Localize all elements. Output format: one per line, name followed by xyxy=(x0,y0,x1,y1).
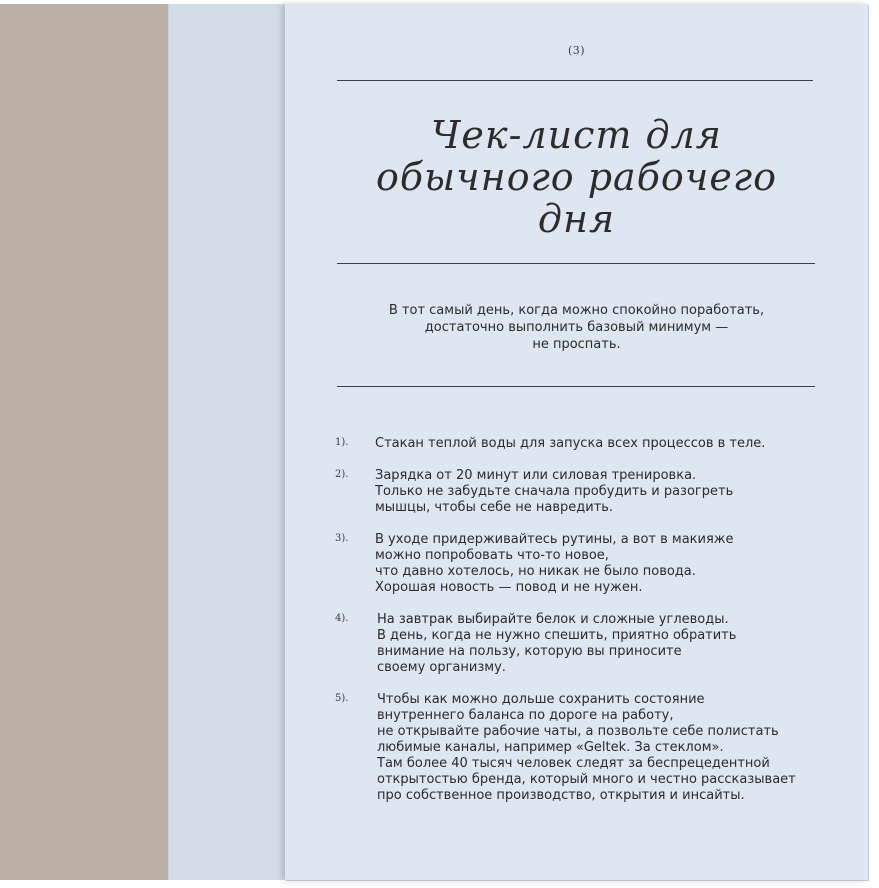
checklist-page xyxy=(285,4,868,880)
item-line: В уходе придерживайтесь рутины, а вот в макияже xyxy=(375,532,734,547)
item-line: Чтобы как можно дольше сохранить состояние xyxy=(377,692,705,707)
title-line-2: обычного рабочего xyxy=(376,155,777,199)
item-number: 2). xyxy=(335,469,349,480)
page-number: (3) xyxy=(567,44,586,57)
lead-divider xyxy=(337,386,815,387)
item-line: Там более 40 тысяч человек следят за беспрецедентной xyxy=(377,756,770,771)
item-line: своему организму. xyxy=(377,660,506,675)
lead-line-3: не проспать. xyxy=(532,337,621,352)
page-title xyxy=(315,114,838,240)
item-line: В день, когда не нужно спешить, приятно обратить xyxy=(377,628,737,643)
item-text xyxy=(375,436,835,452)
item-line: Зарядка от 20 минут или силовая тренировка. xyxy=(375,468,697,483)
item-line: что давно хотелось, но никак не было повода. xyxy=(375,564,696,579)
item-line: Только не забудьте сначала пробудить и разогреть xyxy=(375,484,734,499)
title-line-3: дня xyxy=(537,197,616,241)
item-line: открытостью бренда, который много и честно рассказывает xyxy=(377,772,796,787)
item-line: На завтрак выбирайте белок и сложные углеводы. xyxy=(377,612,729,627)
item-text xyxy=(375,532,835,596)
item-line: Хорошая новость — повод и не нужен. xyxy=(375,580,643,595)
item-text xyxy=(375,468,835,516)
item-text xyxy=(377,692,837,804)
item-number: 1). xyxy=(335,437,349,448)
item-number: 4). xyxy=(335,613,349,624)
item-line: внимание на пользу, которую вы приносите xyxy=(377,644,682,659)
top-divider xyxy=(337,80,813,81)
item-text xyxy=(377,612,837,676)
item-line: мышцы, чтобы себе не навредить. xyxy=(375,500,614,515)
item-line: Стакан теплой воды для запуска всех процессов в теле. xyxy=(375,436,766,451)
title-divider xyxy=(337,263,815,264)
back-page-layer xyxy=(0,4,168,880)
item-line: любимые каналы, например «Geltek. За стеклом». xyxy=(377,740,724,755)
middle-page-layer xyxy=(168,4,285,880)
item-line: можно попробовать что-то новое, xyxy=(375,548,609,563)
lead-line-2: достаточно выполнить базовый минимум — xyxy=(424,320,729,335)
item-line: внутреннего баланса по дороге на работу, xyxy=(377,708,674,723)
title-line-1: Чек-лист для xyxy=(431,113,722,157)
item-number: 3). xyxy=(335,533,349,544)
item-line: не открывайте рабочие чаты, а позвольте себе полистать xyxy=(377,724,779,739)
item-number: 5). xyxy=(335,693,349,704)
lead-line-1: В тот самый день, когда можно спокойно поработать, xyxy=(388,303,765,318)
lead-paragraph xyxy=(345,302,808,353)
item-line: про собственное производство, открытия и инсайты. xyxy=(377,788,745,803)
